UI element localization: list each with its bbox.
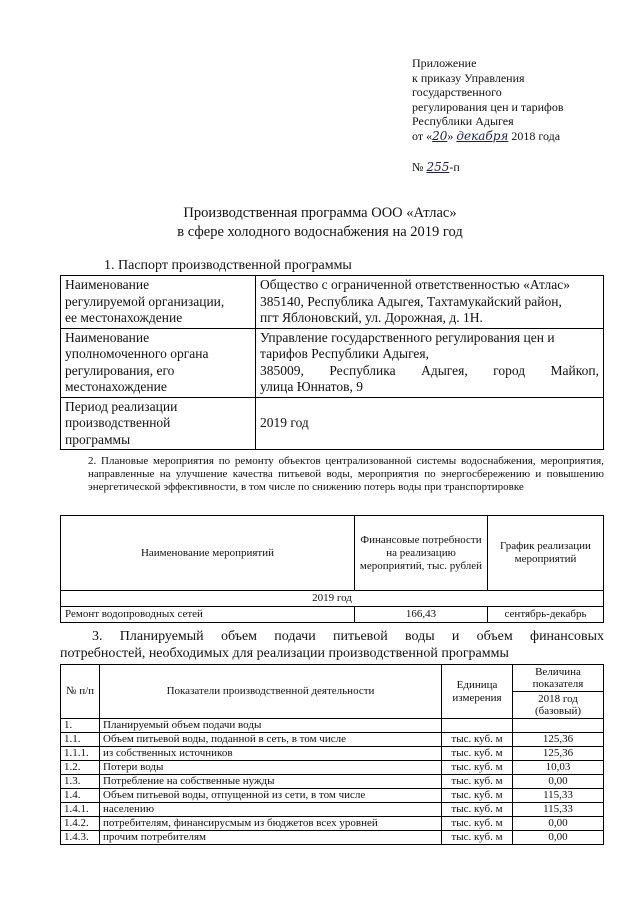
header-number: № п/п — [61, 665, 100, 719]
label-line: производственной — [65, 415, 171, 430]
row-indicator: Объем питьевой воды, отпущенной из сети, в том числе — [100, 789, 442, 803]
table-row — [61, 817, 604, 831]
label-line: программы — [65, 431, 131, 447]
row-value: 115,33 — [513, 789, 604, 803]
row-indicator: потребителям, финансирусмым из бюджетов всех уровней — [100, 817, 442, 831]
section-2-text — [60, 455, 604, 494]
section-3-title — [60, 628, 604, 662]
appendix-line: регулирования цен и тарифов — [412, 99, 564, 114]
order-number — [412, 160, 460, 175]
header-finance: Финансовые потребности на реализацию мероприятий, тыс. рублей — [355, 516, 488, 591]
appendix-line: Республики Адыгея — [412, 114, 514, 128]
table-row — [61, 733, 604, 747]
row-indicator: Планируемый объем подачи воды — [100, 719, 442, 733]
header-value-group: Величина показателя — [513, 665, 604, 692]
row-indicator: Объем питьевой воды, поданной в сеть, в том числе — [100, 733, 442, 747]
passport-label — [61, 276, 256, 329]
handwritten-order-number: 255 — [426, 160, 450, 174]
measures-table — [60, 515, 604, 623]
passport-label — [61, 397, 256, 450]
order-date — [412, 129, 564, 144]
row-value: 125,36 — [513, 733, 604, 747]
row-value: 10,03 — [513, 761, 604, 775]
passport-value — [256, 276, 604, 329]
label-line: регулируемой организации, — [65, 293, 225, 309]
table-row — [61, 747, 604, 761]
row-number: 1.4.1. — [61, 803, 100, 817]
row-value — [513, 719, 604, 733]
label-line: регулирования, его — [65, 362, 175, 378]
row-unit: тыс. куб. м — [442, 747, 513, 761]
row-indicator: Потери воды — [100, 761, 442, 775]
header-schedule: График реализации мероприятий — [488, 516, 604, 591]
section-3-title-line-1: 3. Планируемый объем подачи питьевой воды и объем финансовых — [92, 629, 604, 644]
value-line: 2019 год — [260, 415, 309, 430]
section-1-title: 1. Паспорт производственной программы — [104, 258, 352, 273]
handwritten-month: декабря — [456, 128, 509, 143]
row-unit: тыс. куб. м — [442, 761, 513, 775]
label-line: Наименование — [65, 329, 150, 345]
label-line: уполномоченного органа — [65, 346, 209, 361]
value-line: 385009, Республика Адыгея, город Майкоп, — [260, 362, 599, 378]
row-indicator: Потребление на собственные нужды — [100, 775, 442, 789]
row-indicator: прочим потребителям — [100, 831, 442, 845]
section-3-title-line-2: потребностей, необходимых для реализации производственной программы — [60, 646, 509, 661]
row-number: 1.2. — [61, 761, 100, 775]
row-value: 0,00 — [513, 831, 604, 845]
document-title — [0, 204, 640, 242]
value-line: Управление государственного регулирования цен и — [260, 329, 555, 345]
measure-finance: 166,43 — [355, 607, 488, 623]
row-number: 1. — [61, 719, 100, 733]
row-unit: тыс. куб. м — [442, 789, 513, 803]
measure-schedule: сентябрь-декабрь — [488, 607, 604, 623]
row-number: 1.4.3. — [61, 831, 100, 845]
row-unit: тыс. куб. м — [442, 817, 513, 831]
row-unit: тыс. куб. м — [442, 803, 513, 817]
row-number: 1.1. — [61, 733, 100, 747]
row-number: 1.3. — [61, 775, 100, 789]
label-line: Период реализации — [65, 398, 178, 414]
passport-value — [256, 328, 604, 397]
date-separator: » — [447, 128, 457, 143]
passport-row — [61, 328, 604, 397]
table-row — [61, 789, 604, 803]
passport-value — [256, 397, 604, 450]
indicators-header-row — [61, 665, 604, 692]
value-line: тарифов Республики Адыгея, — [260, 346, 430, 361]
passport-label — [61, 328, 256, 397]
row-number: 1.4. — [61, 789, 100, 803]
value-line: улица Юннатов, 9 — [260, 379, 364, 394]
value-line: пгт Яблоновский, ул. Дорожная, д. 1Н. — [260, 310, 483, 325]
passport-table — [60, 275, 604, 450]
row-unit — [442, 719, 513, 733]
title-line-1: Производственная программа ООО «Атлас» — [183, 205, 457, 221]
table-row — [61, 607, 604, 623]
table-row — [61, 761, 604, 775]
row-value: 0,00 — [513, 775, 604, 789]
appendix-line: Приложение — [412, 56, 477, 70]
indicators-table — [60, 664, 604, 845]
table-row — [61, 775, 604, 789]
appendix-line: государственного — [412, 85, 502, 99]
label-line: Наименование — [65, 277, 150, 292]
row-indicator: из собственных источников — [100, 747, 442, 761]
handwritten-day: 20 — [432, 128, 448, 143]
row-value: 115,33 — [513, 803, 604, 817]
row-unit: тыс. куб. м — [442, 733, 513, 747]
appendix-line: к приказу Управления — [412, 70, 525, 85]
appendix-block — [412, 56, 564, 143]
passport-row — [61, 397, 604, 450]
row-indicator: населению — [100, 803, 442, 817]
title-line-2: в сфере холодного водоснабжения на 2019 год — [177, 224, 463, 240]
row-value: 0,00 — [513, 817, 604, 831]
label-line: местонахождение — [65, 379, 167, 394]
table-row — [61, 803, 604, 817]
indicator-rows — [61, 719, 604, 845]
order-prefix: № — [412, 160, 427, 174]
year-label: 2019 год — [61, 591, 604, 607]
row-number: 1.4.2. — [61, 817, 100, 831]
measures-header-row — [61, 516, 604, 591]
row-number: 1.1.1. — [61, 747, 100, 761]
passport-row — [61, 276, 604, 329]
header-value-year: 2018 год (базовый) — [513, 692, 604, 719]
row-unit: тыс. куб. м — [442, 831, 513, 845]
table-row — [61, 831, 604, 845]
order-suffix: -п — [449, 160, 460, 174]
row-value: 125,36 — [513, 747, 604, 761]
row-unit: тыс. куб. м — [442, 775, 513, 789]
measure-name: Ремонт водопроводных сетей — [61, 607, 355, 623]
table-row — [61, 719, 604, 733]
date-prefix: от « — [412, 128, 433, 143]
label-line: ее местонахождение — [65, 310, 183, 325]
header-indicator: Показатели производственной деятельности — [100, 665, 442, 719]
section-2-paragraph: 2. Плановые мероприятия по ремонту объектов централизованной системы водоснабжения, мероприятия, направленные на улучшение качества питьевой воды, мероприятия по энергосбережению и повышению энергетической эффективности, в том числе по снижению потерь воды при транспортировке — [88, 455, 604, 493]
header-unit: Единица измерения — [442, 665, 513, 719]
value-line: 385140, Республика Адыгея, Тахтамукайский район, — [260, 293, 562, 309]
header-measure-name: Наименование мероприятий — [61, 516, 355, 591]
value-line: Общество с ограниченной ответственностью «Атлас» — [260, 277, 570, 292]
year-row — [61, 591, 604, 607]
date-year: 2018 года — [508, 128, 561, 143]
